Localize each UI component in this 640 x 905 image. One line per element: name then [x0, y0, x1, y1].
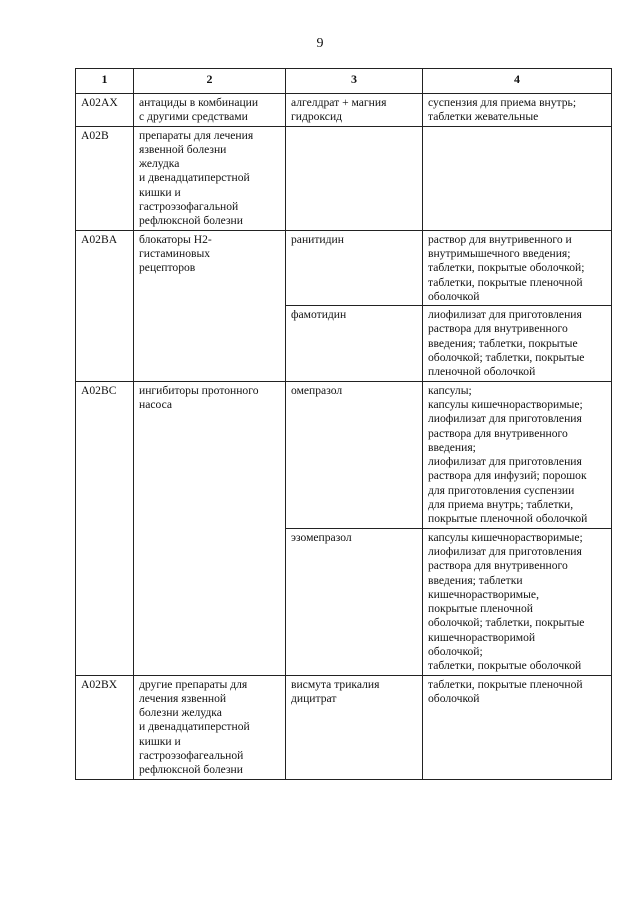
- dosage-form-line: раствора для внутривенного: [428, 322, 568, 336]
- dosage-form-line: раствора для внутривенного: [428, 426, 568, 440]
- group-name-line: с другими средствами: [139, 110, 248, 124]
- drug-name-line: ранитидин: [291, 232, 344, 246]
- dosage-forms-cell: [423, 230, 612, 305]
- atc-code-cell: A02AX: [76, 94, 134, 127]
- group-name-line: насоса: [139, 397, 173, 411]
- group-name-line: язвенной болезни: [139, 142, 227, 156]
- drug-name-cell: [286, 528, 423, 675]
- atc-code-cell: A02BC: [76, 381, 134, 675]
- table-row: [76, 381, 612, 528]
- dosage-form-line: таблетки, покрытые оболочкой: [428, 659, 582, 673]
- dosage-form-line: капсулы;: [428, 383, 472, 397]
- atc-code-cell: A02BX: [76, 675, 134, 779]
- dosage-form-line: раствора для инфузий; порошок: [428, 469, 587, 483]
- dosage-form-line: таблетки, покрытые оболочкой;: [428, 261, 585, 275]
- dosage-form-line: суспензия для приема внутрь;: [428, 96, 577, 109]
- drug-name-cell: [286, 94, 423, 127]
- dosage-form-line: капсулы кишечнорастворимые;: [428, 530, 583, 544]
- group-name-cell: [134, 230, 286, 381]
- drug-name-cell: [286, 126, 423, 230]
- group-name-line: рефлюксной болезни: [139, 763, 243, 777]
- group-name-line: гистаминовых: [139, 246, 211, 260]
- dosage-form-line: капсулы кишечнорастворимые;: [428, 397, 583, 411]
- table-row: [76, 675, 612, 779]
- dosage-form-line: таблетки, покрытые пленочной: [428, 275, 583, 289]
- dosage-form-line: лиофилизат для приготовления: [428, 308, 582, 322]
- group-name-line: кишки и: [139, 185, 181, 199]
- group-name-line: блокаторы Н2-: [139, 232, 212, 246]
- dosage-forms-cell: [423, 126, 612, 230]
- drug-name-cell: [286, 381, 423, 528]
- dosage-form-line: раствор для внутривенного и: [428, 232, 572, 246]
- group-name-line: и двенадцатиперстной: [139, 171, 250, 185]
- dosage-form-line: оболочкой; таблетки, покрытые: [428, 351, 585, 365]
- dosage-form-line: пленочной оболочкой: [428, 365, 536, 379]
- table-row: [76, 230, 612, 305]
- group-name-line: рецепторов: [139, 261, 196, 275]
- dosage-form-line: для приема внутрь; таблетки,: [428, 498, 574, 512]
- group-name-cell: [134, 381, 286, 675]
- group-name-line: лечения язвенной: [139, 691, 227, 705]
- dosage-form-line: оболочкой: [428, 289, 480, 303]
- dosage-form-line: введения;: [428, 440, 476, 454]
- dosage-form-line: таблетки, покрытые пленочной: [428, 677, 583, 691]
- drug-name-line: омепразол: [291, 383, 343, 397]
- dosage-forms-cell: [423, 675, 612, 779]
- group-name-line: кишки и: [139, 734, 181, 748]
- dosage-form-line: кишечнорастворимые,: [428, 587, 539, 601]
- dosage-form-line: лиофилизат для приготовления: [428, 455, 582, 469]
- dosage-forms-cell: [423, 94, 612, 127]
- dosage-forms-cell: [423, 306, 612, 381]
- drug-name-cell: [286, 230, 423, 305]
- dosage-form-line: покрытые пленочной: [428, 602, 533, 616]
- drug-name-line: фамотидин: [291, 308, 347, 322]
- drug-name-line: алгелдрат + магния: [291, 96, 387, 109]
- dosage-forms-cell: [423, 528, 612, 675]
- group-name-line: гастроэзофагальной: [139, 200, 239, 214]
- column-header: 3: [286, 69, 423, 94]
- table-header-row: [76, 69, 612, 94]
- group-name-line: антациды в комбинации: [139, 96, 259, 109]
- atc-code-cell: A02BA: [76, 230, 134, 381]
- dosage-form-line: внутримышечного введения;: [428, 246, 571, 260]
- group-name-line: гастроэзофагеальной: [139, 749, 244, 763]
- dosage-form-line: раствора для внутривенного: [428, 559, 568, 573]
- group-name-line: препараты для лечения: [139, 128, 254, 142]
- dosage-form-line: для приготовления суспензии: [428, 483, 575, 497]
- column-header: 2: [134, 69, 286, 94]
- table-row: [76, 126, 612, 230]
- group-name-line: ингибиторы протонного: [139, 383, 259, 397]
- dosage-form-line: кишечнорастворимой: [428, 630, 536, 644]
- group-name-cell: [134, 675, 286, 779]
- drug-name-line: дицитрат: [291, 691, 337, 705]
- dosage-form-line: покрытые пленочной оболочкой: [428, 512, 588, 526]
- drug-name-cell: [286, 675, 423, 779]
- drug-classification-table: [75, 68, 612, 780]
- table-row: [76, 94, 612, 127]
- column-header: 1: [76, 69, 134, 94]
- drug-name-line: гидроксид: [291, 110, 343, 124]
- dosage-form-line: введения; таблетки: [428, 573, 523, 587]
- group-name-line: другие препараты для: [139, 677, 248, 691]
- drug-name-cell: [286, 306, 423, 381]
- dosage-form-line: лиофилизат для приготовления: [428, 412, 582, 426]
- dosage-form-line: введения; таблетки, покрытые: [428, 336, 578, 350]
- drug-name-line: висмута трикалия: [291, 677, 380, 691]
- group-name-line: болезни желудка: [139, 706, 222, 720]
- dosage-forms-cell: [423, 381, 612, 528]
- drug-name-line: эзомепразол: [291, 530, 352, 544]
- group-name-line: и двенадцатиперстной: [139, 720, 250, 734]
- group-name-cell: [134, 126, 286, 230]
- dosage-form-line: оболочкой;: [428, 644, 483, 658]
- dosage-form-line: оболочкой: [428, 691, 480, 705]
- group-name-cell: [134, 94, 286, 127]
- table-body: [76, 94, 612, 780]
- dosage-form-line: оболочкой; таблетки, покрытые: [428, 616, 585, 630]
- dosage-form-line: лиофилизат для приготовления: [428, 544, 582, 558]
- atc-code-cell: A02B: [76, 126, 134, 230]
- page-number: 9: [316, 36, 324, 51]
- group-name-line: желудка: [139, 157, 180, 171]
- column-header: 4: [423, 69, 612, 94]
- group-name-line: рефлюксной болезни: [139, 214, 243, 228]
- dosage-form-line: таблетки жевательные: [428, 110, 539, 124]
